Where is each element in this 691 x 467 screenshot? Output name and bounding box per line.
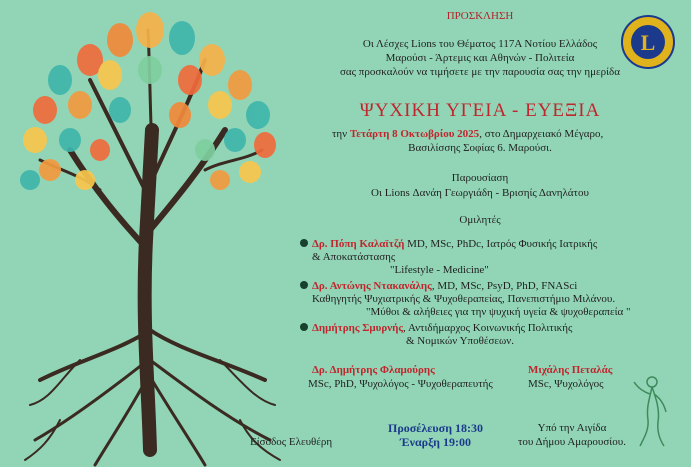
presentation-label: Παρουσίαση xyxy=(451,172,509,184)
speaker-3: Δημήτρης Σμυρνής, Αντιδήμαρχος Κοινωνικής Πολιτικής xyxy=(300,322,572,335)
panel-2-title: MSc, Ψυχολόγος xyxy=(528,378,604,390)
bullet-icon xyxy=(300,281,308,289)
intro-line-2: Μαρούσι - Άρτεμις και Αθηνών - Πολιτεία xyxy=(385,52,575,64)
panel-1-title: MSc, PhD, Ψυχολόγος - Ψυχοθεραπευτής xyxy=(308,378,493,390)
bullet-icon xyxy=(300,239,308,247)
arrival-time: Προσέλευση 18:30 xyxy=(388,421,483,435)
panel-1-name: Δρ. Δημήτρης Φλαμούρης xyxy=(312,364,435,376)
speaker-1: Δρ. Πόπη Καλαϊτζή MD, MSc, PhDc, Ιατρός Φυσικής Ιατρικής xyxy=(300,238,597,251)
presentation-names: Οι Lions Δανάη Γεωργιάδη - Βρισηίς Δανηλάτου xyxy=(371,187,589,199)
speaker-2-line-2: Καθηγητής Ψυχιατρικής & Ψυχοθεραπείας, Πανεπιστήμιο Μιλάνου. xyxy=(312,293,616,305)
tree-illustration xyxy=(0,0,300,467)
intro-line-3: σας προσκαλούν να τιμήσετε με την παρουσία σας την ημερίδα xyxy=(339,66,621,78)
patronage-line-1: Υπό την Αιγίδα xyxy=(537,422,607,434)
speaker-1-line-2: & Αποκατάστασης xyxy=(312,251,396,263)
start-time: Έναρξη 19:00 xyxy=(400,435,471,449)
event-title: ΨΥΧΙΚΗ ΥΓΕΙΑ - ΕΥΕΞΙΑ xyxy=(359,100,601,121)
event-address: Βασιλίσσης Σοφίας 6. Μαρούσι. xyxy=(408,142,552,154)
speakers-label: Ομιλητές xyxy=(459,214,501,226)
panel-2-name: Μιχάλης Πεταλάς xyxy=(528,364,613,376)
event-date-bold: Τετάρτη 8 Οκτωβρίου 2025 xyxy=(349,128,480,140)
free-entry: Είσοδος Ελευθέρη xyxy=(250,436,333,448)
speaker-3-line-2: & Νομικών Υποθέσεων. xyxy=(406,335,515,347)
svg-text:L: L xyxy=(640,30,656,55)
event-date: την Τετάρτη 8 Οκτωβρίου 2025, στο Δημαρχειακό Μέγαρο, xyxy=(332,128,604,140)
patronage-line-2: του Δήμου Αμαρουσίου. xyxy=(518,436,626,448)
speaker-1-topic: "Lifestyle - Medicine" xyxy=(390,264,489,276)
speaker-2-topic: "Μύθοι & αλήθειες για την ψυχική υγεία & ψυχοθεραπεία " xyxy=(366,306,631,318)
speaker-2: Δρ. Αντώνης Ντακανάλης, MD, MSc, PsyD, PhD, FNASci xyxy=(300,280,577,293)
invitation-heading: ΠΡΟΣΚΛΗΣΗ xyxy=(446,10,514,22)
intro-line-1: Οι Λέσχες Lions του Θέματος 117Α Νοτίου Ελλάδος xyxy=(362,38,598,50)
statue-icon xyxy=(630,372,670,448)
bullet-icon xyxy=(300,323,308,331)
